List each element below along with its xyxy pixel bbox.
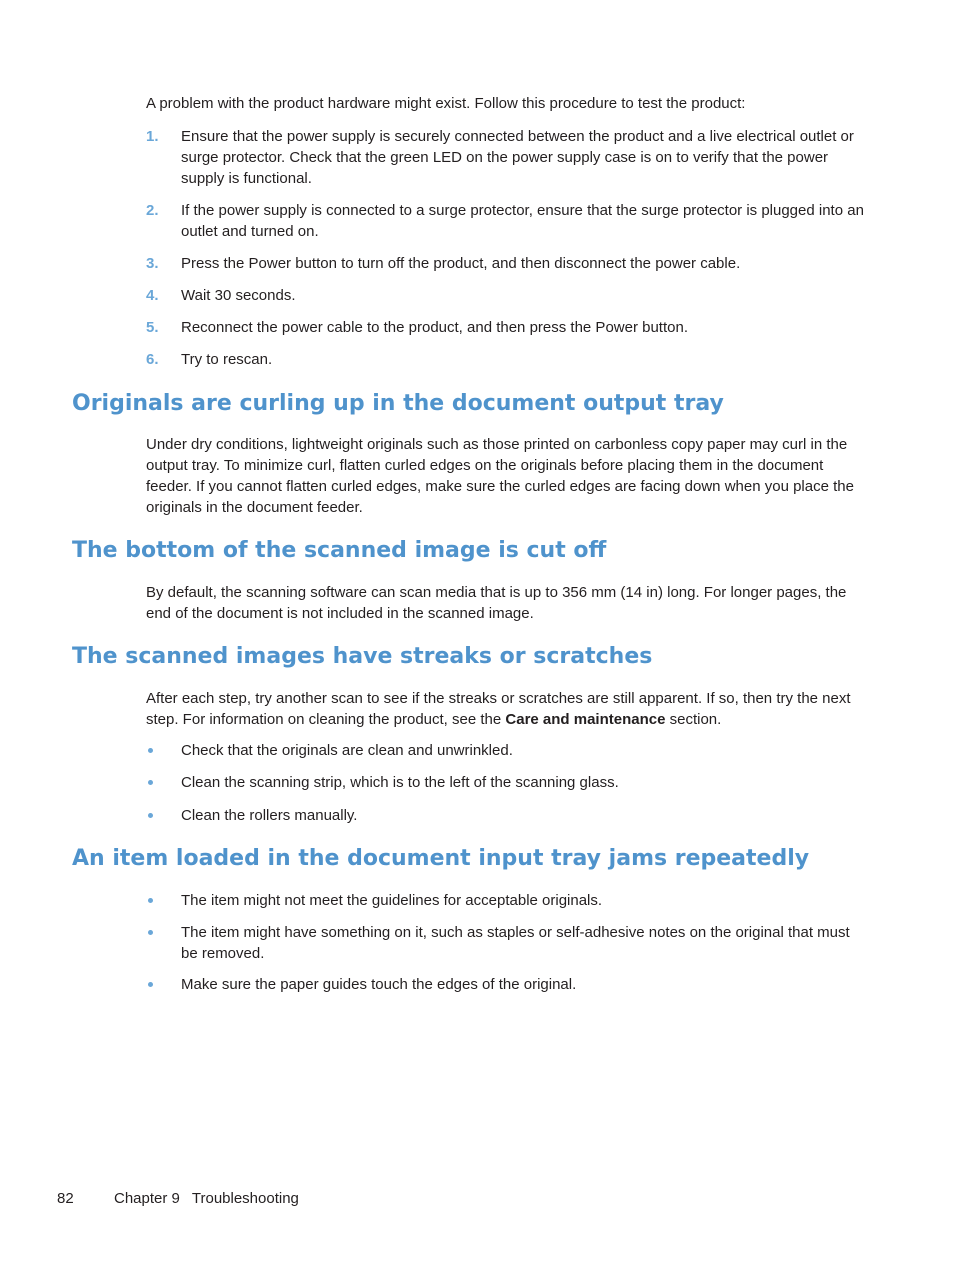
step-item bbox=[146, 253, 868, 274]
bullet-text: Clean the scanning strip, which is to the left of the scanning glass. bbox=[181, 774, 619, 791]
paragraph-text: section. bbox=[669, 711, 722, 728]
bullet-text: The item might not meet the guidelines for acceptable originals. bbox=[181, 892, 603, 909]
bullet-text: Clean the rollers manually. bbox=[181, 807, 358, 824]
step-number: 4. bbox=[146, 287, 159, 304]
section-heading: The scanned images have streaks or scratches bbox=[72, 644, 653, 669]
bullet-item bbox=[146, 890, 868, 911]
step-text: Wait 30 seconds. bbox=[181, 287, 296, 304]
bullet-text: Check that the originals are clean and unwrinkled. bbox=[181, 742, 513, 759]
step-number: 5. bbox=[146, 319, 159, 336]
step-number: 1. bbox=[146, 128, 159, 145]
page-number: 82 bbox=[57, 1190, 74, 1207]
step-item bbox=[146, 285, 868, 306]
bullet-dot-icon bbox=[148, 780, 153, 785]
bullet-item bbox=[146, 805, 868, 826]
intro-paragraph: A problem with the product hardware might exist. Follow this procedure to test the product: bbox=[146, 95, 746, 112]
step-number: 6. bbox=[146, 351, 159, 368]
section-heading: An item loaded in the document input tray jams repeatedly bbox=[72, 846, 810, 871]
bullet-item bbox=[146, 772, 868, 793]
bullet-item bbox=[146, 974, 868, 995]
bullet-item bbox=[146, 922, 868, 964]
step-item bbox=[146, 200, 868, 242]
paragraph-text: After each step, try another scan to see if the streaks or scratches are still apparent. If so, then try the next step. For information on cleaning the product, see the bbox=[146, 690, 851, 728]
step-item bbox=[146, 317, 868, 338]
bullet-item bbox=[146, 740, 868, 761]
chapter-title: Troubleshooting bbox=[191, 1190, 299, 1207]
step-text: If the power supply is connected to a surge protector, ensure that the surge protector is plugged into an outlet and turned on. bbox=[181, 202, 864, 240]
section-paragraph bbox=[146, 688, 868, 730]
bullet-dot-icon bbox=[148, 898, 153, 903]
section-heading: The bottom of the scanned image is cut off bbox=[72, 538, 607, 563]
step-item bbox=[146, 349, 868, 370]
care-and-maintenance-link[interactable]: Care and maintenance bbox=[505, 711, 666, 728]
bullet-dot-icon bbox=[148, 930, 153, 935]
section-paragraph: Under dry conditions, lightweight originals such as those printed on carbonless copy paper may curl in the output tray. To minimize curl, flatten curled edges on the originals before placing them in the document feeder. If you cannot flatten curled edges, make sure the curled edges are facing down when you place the originals in the document feeder. bbox=[146, 436, 854, 516]
bullet-text: The item might have something on it, such as staples or self-adhesive notes on the original that must be removed. bbox=[181, 924, 850, 962]
step-text: Try to rescan. bbox=[181, 351, 273, 368]
step-number: 3. bbox=[146, 255, 159, 272]
step-item bbox=[146, 126, 868, 189]
bullet-dot-icon bbox=[148, 748, 153, 753]
step-text: Ensure that the power supply is securely connected between the product and a live electrical outlet or surge protector. Check that the green LED on the power supply case is on to verify that the power supply is functional. bbox=[181, 128, 854, 187]
bullet-dot-icon bbox=[148, 813, 153, 818]
step-number: 2. bbox=[146, 202, 159, 219]
bullet-dot-icon bbox=[148, 982, 153, 987]
section-heading: Originals are curling up in the document output tray bbox=[72, 391, 724, 416]
page-footer bbox=[57, 1188, 299, 1209]
step-text: Reconnect the power cable to the product, and then press the Power button. bbox=[181, 319, 688, 336]
chapter-label: Chapter 9 bbox=[114, 1190, 180, 1207]
step-text: Press the Power button to turn off the product, and then disconnect the power cable. bbox=[181, 255, 741, 272]
bullet-text: Make sure the paper guides touch the edges of the original. bbox=[181, 976, 577, 993]
section-paragraph: By default, the scanning software can scan media that is up to 356 mm (14 in) long. For longer pages, the end of the document is not included in the scanned image. bbox=[146, 584, 847, 622]
